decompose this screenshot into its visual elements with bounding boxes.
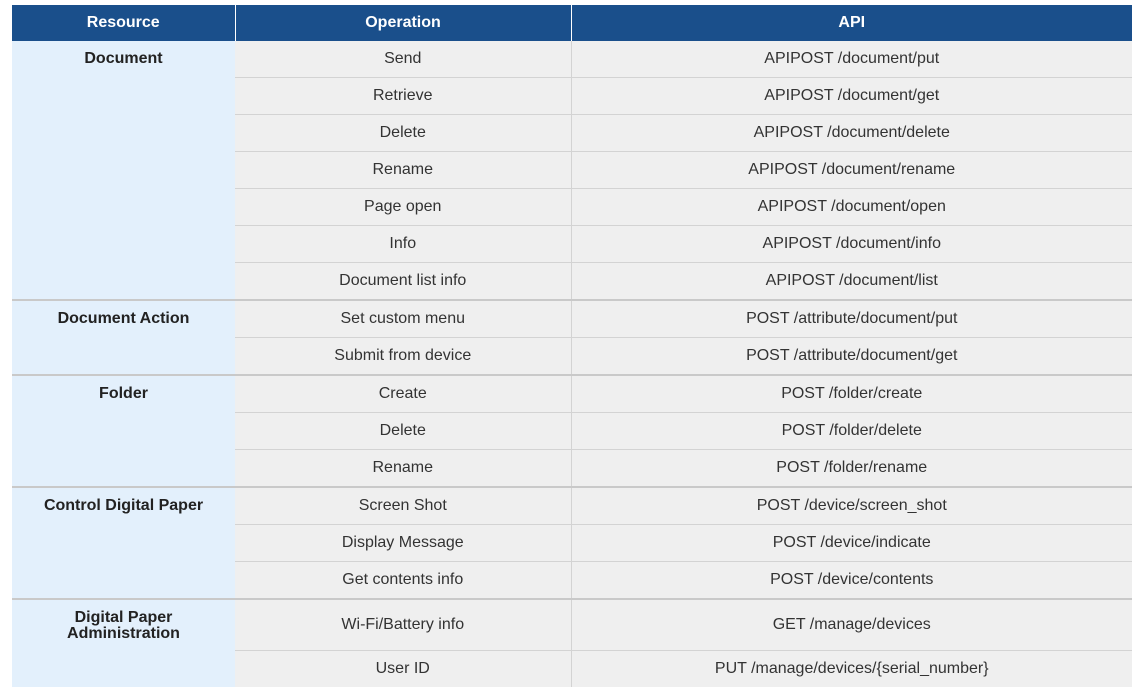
- api-cell: POST /device/indicate: [571, 525, 1132, 562]
- table-row: [12, 599, 1132, 651]
- operation-cell: Delete: [235, 115, 571, 152]
- api-cell: GET /manage/devices: [571, 599, 1132, 651]
- api-cell: APIPOST /document/rename: [571, 152, 1132, 189]
- operation-cell: Rename: [235, 450, 571, 488]
- operation-cell: Retrieve: [235, 78, 571, 115]
- operation-cell: Delete: [235, 413, 571, 450]
- api-cell: APIPOST /document/put: [571, 41, 1132, 78]
- operation-cell: Document list info: [235, 263, 571, 301]
- api-cell: PUT /manage/devices/{serial_number}: [571, 651, 1132, 688]
- operation-cell: Set custom menu: [235, 300, 571, 338]
- operation-cell: Send: [235, 41, 571, 78]
- operation-cell: User ID: [235, 651, 571, 688]
- operation-cell: Create: [235, 375, 571, 413]
- operation-cell: Get contents info: [235, 562, 571, 600]
- api-cell: POST /folder/delete: [571, 413, 1132, 450]
- operation-cell: Screen Shot: [235, 487, 571, 525]
- operation-cell: Submit from device: [235, 338, 571, 376]
- api-cell: APIPOST /document/delete: [571, 115, 1132, 152]
- api-cell: POST /attribute/document/put: [571, 300, 1132, 338]
- api-cell: POST /folder/rename: [571, 450, 1132, 488]
- table-row: [12, 41, 1132, 78]
- api-resource-table: [12, 5, 1132, 687]
- api-cell: POST /folder/create: [571, 375, 1132, 413]
- operation-cell: Rename: [235, 152, 571, 189]
- resource-document: Document: [12, 41, 235, 300]
- table-row: [12, 300, 1132, 338]
- table-body: [12, 41, 1132, 687]
- resource-document-action: Document Action: [12, 300, 235, 375]
- api-cell: POST /device/screen_shot: [571, 487, 1132, 525]
- api-cell: APIPOST /document/open: [571, 189, 1132, 226]
- table-row: [12, 375, 1132, 413]
- api-table-container: [12, 5, 1132, 687]
- table-row: [12, 487, 1132, 525]
- header-resource: Resource: [12, 5, 235, 41]
- resource-label-line-1: Digital Paper: [74, 609, 173, 626]
- header-operation: Operation: [235, 5, 571, 41]
- api-cell: POST /device/contents: [571, 562, 1132, 600]
- api-cell: APIPOST /document/list: [571, 263, 1132, 301]
- operation-cell: Wi-Fi/Battery info: [235, 599, 571, 651]
- resource-folder: Folder: [12, 375, 235, 487]
- api-cell: APIPOST /document/info: [571, 226, 1132, 263]
- operation-cell: Info: [235, 226, 571, 263]
- api-cell: APIPOST /document/get: [571, 78, 1132, 115]
- operation-cell: Display Message: [235, 525, 571, 562]
- header-row: [12, 5, 1132, 41]
- resource-control-digital-paper: Control Digital Paper: [12, 487, 235, 599]
- resource-label-line-2: Administration: [67, 625, 180, 642]
- operation-cell: Page open: [235, 189, 571, 226]
- table-header: [12, 5, 1132, 41]
- resource-digital-paper-administration: [12, 599, 235, 687]
- header-api: API: [571, 5, 1132, 41]
- api-cell: POST /attribute/document/get: [571, 338, 1132, 376]
